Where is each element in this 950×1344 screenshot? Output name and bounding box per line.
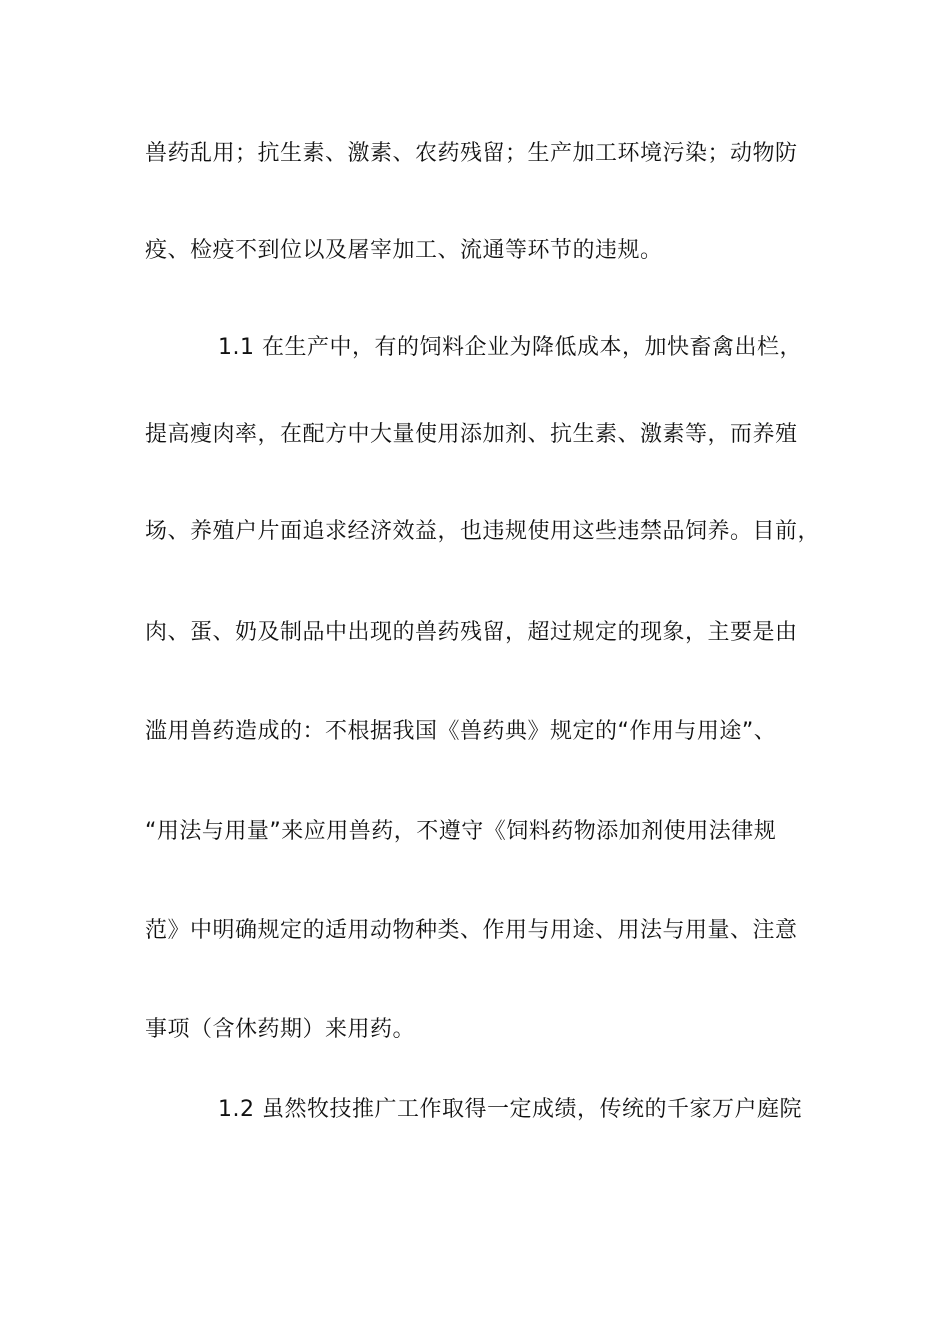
text-line: 事项（含休药期）来用药。 [145, 1017, 416, 1042]
text-line: 滥用兽药造成的：不根据我国《兽药典》规定的“作用与用途”、 [145, 719, 777, 744]
text-line: 场、养殖户片面追求经济效益，也违规使用这些违禁品饲养。目前， [145, 519, 821, 544]
text-line: 范》中明确规定的适用动物种类、作用与用途、用法与用量、注意 [145, 918, 798, 943]
text-line: “用法与用量”来应用兽药，不遵守《饲料药物添加剂使用法律规 [145, 819, 777, 844]
text-line: 兽药乱用；抗生素、激素、农药残留；生产加工环境污染；动物防 [145, 141, 798, 166]
paragraph-start-line: 1.2 虽然牧技推广工作取得一定成绩，传统的千家万户庭院 [218, 1097, 802, 1122]
text-line: 肉、蛋、奶及制品中出现的兽药残留，超过规定的现象，主要是由 [145, 620, 798, 645]
paragraph-start-line: 1.1 在生产中，有的饲料企业为降低成本，加快畜禽出栏， [218, 335, 802, 360]
text-line: 疫、检疫不到位以及屠宰加工、流通等环节的违规。 [145, 238, 663, 263]
text-line: 提高瘦肉率，在配方中大量使用添加剂、抗生素、激素等，而养殖 [145, 422, 798, 447]
